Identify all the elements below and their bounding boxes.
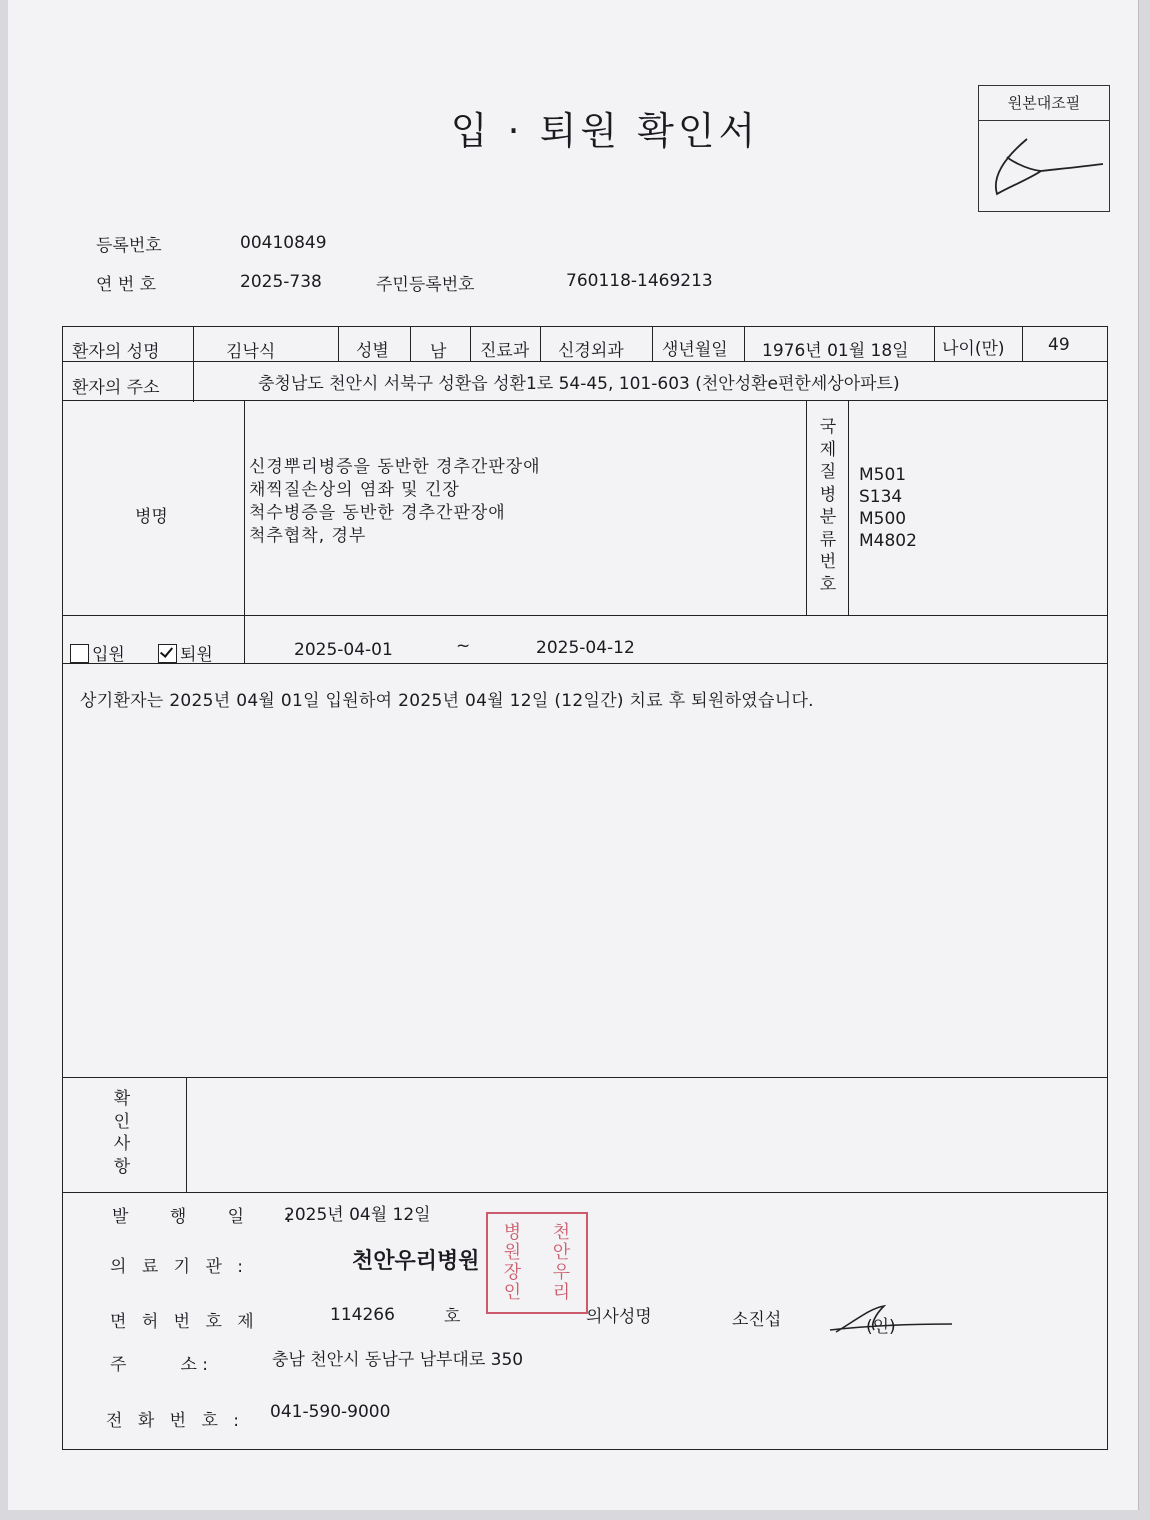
registration-number: 00410849 (240, 233, 327, 253)
discharge-label: 퇴원 (180, 645, 213, 665)
icd-code: M4802 (859, 531, 917, 551)
license-number: 114266 (330, 1305, 395, 1325)
icd-code: M500 (859, 509, 907, 529)
phone-label: 전 화 번 호 : (106, 1411, 245, 1431)
institution-address-label: 주 소 : (110, 1355, 209, 1375)
doctor-signature (826, 1300, 956, 1340)
registration-number-label: 등록번호 (96, 236, 162, 256)
age: 49 (1048, 335, 1070, 355)
stay-start-date: 2025-04-01 (294, 640, 393, 660)
icd-code-list (859, 464, 917, 552)
icd-code: M501 (859, 465, 907, 485)
document-title: 입 · 퇴원 확인서 (450, 109, 760, 153)
discharge-option[interactable] (158, 640, 213, 665)
stay-end-date: 2025-04-12 (536, 638, 635, 658)
department: 신경외과 (558, 341, 624, 361)
doctor-name-label: 의사성명 (586, 1307, 652, 1327)
birth-date-label: 생년월일 (662, 340, 728, 360)
confirmation-label: 확 인 사 항 (113, 1089, 131, 1177)
patient-address-label: 환자의 주소 (72, 378, 160, 398)
diagnosis-line: 척수병증을 동반한 경추간판장애 (249, 503, 506, 523)
icd-code: S134 (859, 487, 903, 507)
diagnosis-label: 병명 (135, 507, 168, 527)
issue-date: 2025년 04월 12일 (284, 1205, 431, 1225)
resident-number: 760118-1469213 (566, 271, 713, 291)
admission-label: 입원 (92, 645, 125, 665)
institution-label: 의 료 기 관 : (110, 1257, 249, 1277)
diagnosis-line: 척추협착, 경부 (249, 526, 367, 546)
seal-mark: (인) (866, 1317, 896, 1337)
admission-option[interactable] (70, 640, 125, 665)
serial-number-label: 연 번 호 (96, 275, 157, 295)
resident-number-label: 주민등록번호 (376, 275, 475, 295)
patient-name: 김낙식 (226, 342, 276, 362)
hospital-seal: 병 천 원 안 장 우 인 리 (486, 1212, 588, 1314)
stamp-label: 원본대조필 (1007, 94, 1081, 112)
sex: 남 (430, 342, 447, 362)
institution-name: 천안우리병원 (352, 1249, 480, 1274)
phone-number: 041-590-9000 (270, 1402, 391, 1422)
admission-checkbox[interactable] (70, 644, 89, 663)
doctor-name: 소진섭 (732, 1310, 782, 1330)
issue-date-label: 발 행 일 : (112, 1207, 310, 1227)
department-label: 진료과 (480, 341, 530, 361)
patient-name-label: 환자의 성명 (72, 342, 160, 362)
birth-date: 1976년 01월 18일 (762, 341, 909, 361)
institution-address: 충남 천안시 동남구 남부대로 350 (272, 1350, 524, 1370)
license-suffix: 호 (444, 1307, 461, 1327)
discharge-checkbox[interactable] (158, 644, 177, 663)
age-label: 나이(만) (942, 339, 1005, 359)
serial-number: 2025-738 (240, 272, 322, 292)
diagnosis-line: 신경뿌리병증을 동반한 경추간판장애 (249, 457, 541, 477)
patient-address: 충청남도 천안시 서북구 성환읍 성환1로 54-45, 101-603 (천안성환e편한세상아파트) (258, 374, 900, 394)
diagnosis-line: 채찍질손상의 염좌 및 긴장 (249, 480, 460, 500)
diagnosis-list (249, 456, 541, 548)
icd-code-label: 국 제 질 병 분 류 번 호 (819, 417, 837, 595)
original-verified-stamp (978, 85, 1110, 212)
license-label: 면 허 번 호 제 (110, 1312, 259, 1332)
date-range-tilde: ~ (456, 636, 471, 656)
stamp-signature (979, 121, 1109, 211)
treatment-remark: 상기환자는 2025년 04월 01일 입원하여 2025년 04월 12일 (12일간) 치료 후 퇴원하였습니다. (80, 691, 814, 711)
sex-label: 성별 (356, 341, 389, 361)
